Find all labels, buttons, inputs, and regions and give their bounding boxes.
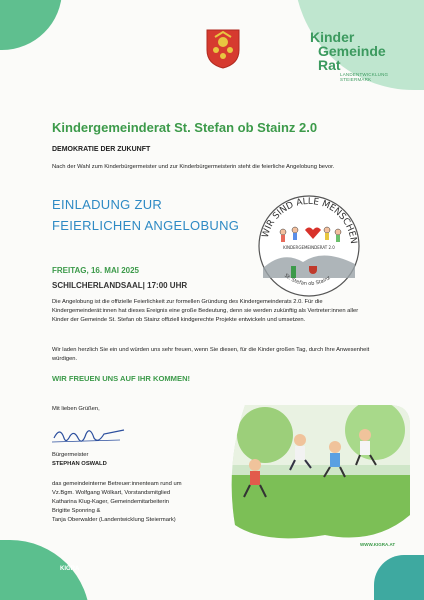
bottle-drawing [291, 266, 296, 278]
greeting: Mit lieben Grüßen, [52, 406, 100, 412]
corner-shape-top-left [0, 0, 62, 50]
invitation-line-1: EINLADUNG ZUR [52, 197, 163, 212]
emblem-drawing [253, 188, 365, 300]
logo-line-1: Kinder [310, 29, 355, 45]
team-list [52, 480, 232, 525]
team-line: Tanja Oberwalder (Landentwicklung Steiermark) [52, 517, 176, 523]
corner-shape-bottom-right [374, 555, 424, 600]
callout-text: WIR FREUEN UNS AUF IHR KOMMEN! [52, 374, 191, 383]
team-line: Brigitte Sponring & [52, 508, 101, 514]
page-subtitle: DEMOKRATIE DER ZUKUNFT [52, 146, 151, 153]
invitation-heading [52, 194, 239, 236]
corner-logo-text: KIGRA [60, 566, 80, 572]
kindergemeinderat-logo [310, 30, 410, 80]
emblem-bottom-text: St. Stefan ob Stainz [282, 272, 332, 288]
team-line: das gemeindeinterne Betreuer:innenteam rund um [52, 481, 182, 487]
description-paragraph: Die Angelobung ist die offizielle Feierlichkeit zur formellen Gründung des Kindergemeinderats 2.0. Für die Kindergemeinderät:innen hat dieses Ereignis eine große Bedeutung, denn sie werden zukünftig als Vertreter:innen aller Kinder der Gemeinde St. Stefan ob Stainz offiziell kindgerechte Projekte entwickeln und umsetzen. [52, 299, 359, 323]
emblem-middle-text: KINDERGEMEINDERAT 2.0 [283, 245, 335, 250]
logo-line-2b: Rat [318, 57, 341, 73]
team-line: Vz.Bgm. Wolfgang Wölkart, Vorstandsmitglied [52, 490, 171, 496]
emblem-top-text: WIR SIND ALLE MENSCHEN [260, 196, 359, 245]
signature-drawing [50, 424, 130, 446]
children-photo [225, 405, 410, 545]
municipal-crest-icon [205, 28, 241, 70]
invitation-paragraph: Wir laden herzlich Sie ein und würden uns sehr freuen, wenn Sie diesen, für die Kinder großen Tag, durch Ihre Anwesenheit würdigen. [52, 347, 370, 362]
signer-role: Bürgermeister [52, 452, 89, 458]
wine-glass-drawing [309, 266, 317, 274]
logo-tagline: LANDENTWICKLUNG STEIERMARK [340, 72, 389, 82]
page-title: Kindergemeinderat St. Stefan ob Stainz 2.0 [52, 120, 318, 135]
team-line: Katharina Klug-Kager, Gemeindemitarbeiterin [52, 499, 169, 505]
event-date: FREITAG, 16. MAI 2025 [52, 266, 139, 275]
intro-text: Nach der Wahl zum Kinderbürgermeister und zur Kinderbürgermeisterin steht die feierliche Angelobung bevor. [52, 164, 335, 170]
invitation-line-2: FEIERLICHEN ANGELOBUNG [52, 218, 240, 233]
logo-line-2-text: Gemeinde [318, 43, 386, 59]
logo-line-2 [318, 44, 410, 58]
event-place-time: SCHILCHERLANDSAAL| 17:00 UHR [52, 281, 188, 290]
signer-name: STEPHAN OSWALD [52, 461, 107, 467]
website-link[interactable]: WWW.KIGRA.AT [360, 542, 396, 547]
